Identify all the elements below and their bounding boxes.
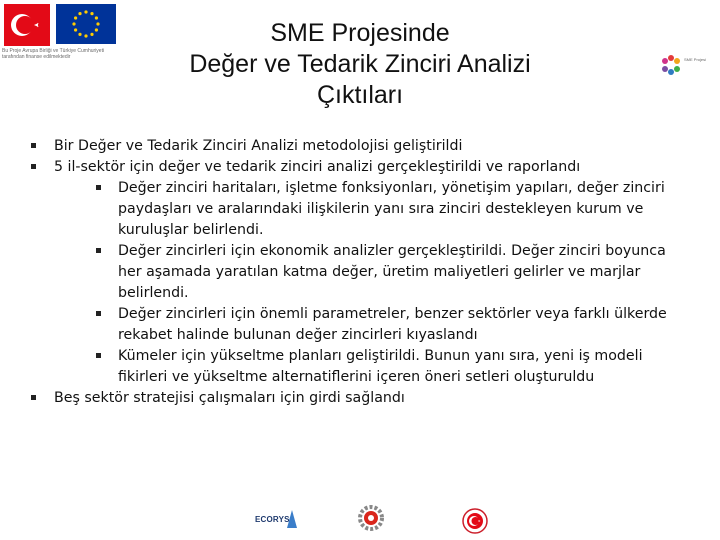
list-item xyxy=(28,178,688,241)
ecorys-label: ECORYS xyxy=(255,515,290,524)
bullet-square-icon xyxy=(31,164,36,169)
list-item-text: Değer zinciri haritaları, işletme fonksiyonları, yönetişim yapıları, değer zinciri paydaşları ve aralarındaki ilişkilerin yanı sıra zinciri destekleyen kurum ve kuruluşlar belirlendi. xyxy=(118,180,665,238)
gear-logo xyxy=(356,503,386,533)
list-item-text: Değer zincirleri için ekonomik analizler gerçekleştirildi. Değer zinciri boyunca her aşamada yaratılan katma değer, üretim maliyetleri gelirler ve marjlar belirlendi. xyxy=(118,243,666,301)
title-line-2: Değer ve Tedarik Zinciri Analizi xyxy=(189,50,531,78)
bullet-square-icon xyxy=(31,143,36,148)
sme-logo-text: SME Projesi xyxy=(684,57,707,62)
title-line-3: Çıktıları xyxy=(316,81,404,109)
bullet-square-icon xyxy=(96,311,101,316)
funding-caption: Bu Proje Avrupa Birliği ve Türkiye Cumhuriyeti tarafından finanse edilmektedir xyxy=(2,48,105,60)
sme-project-logo xyxy=(660,54,720,80)
title-line-1: SME Projesinde xyxy=(270,19,450,47)
bullet-list xyxy=(28,136,688,409)
bullet-square-icon xyxy=(96,248,101,253)
list-item-text: 5 il-sektör için değer ve tedarik zinciri analizi gerçekleştirildi ve raporlandı xyxy=(54,159,581,175)
list-item-text: Bir Değer ve Tedarik Zinciri Analizi metodolojisi geliştirildi xyxy=(54,138,463,154)
list-item xyxy=(28,157,688,178)
turkey-flag-logo xyxy=(4,4,50,46)
page-title xyxy=(140,18,580,111)
list-item xyxy=(28,346,688,388)
list-item-text: Kümeler için yükseltme planları geliştirildi. Bunun yanı sıra, yeni iş modeli fikirleri ve yükseltme alternatiflerini içeren öneri setleri oluşturuldu xyxy=(118,348,643,385)
list-item xyxy=(28,241,688,304)
list-item-text: Beş sektör stratejisi çalışmaları için girdi sağlandı xyxy=(54,390,405,406)
turkey-seal-logo xyxy=(462,508,488,534)
list-item xyxy=(28,304,688,346)
ecorys-logo xyxy=(255,508,295,532)
list-item-text: Değer zincirleri için önemli parametreler, benzer sektörler veya farklı ülkerde rekabet halinde bulunan değer zincirleri kıyaslandı xyxy=(118,306,667,343)
list-item xyxy=(28,388,688,409)
bullet-square-icon xyxy=(96,353,101,358)
bullet-square-icon xyxy=(31,395,36,400)
eu-flag-logo xyxy=(56,4,116,44)
bullet-square-icon xyxy=(96,185,101,190)
list-item xyxy=(28,136,688,157)
